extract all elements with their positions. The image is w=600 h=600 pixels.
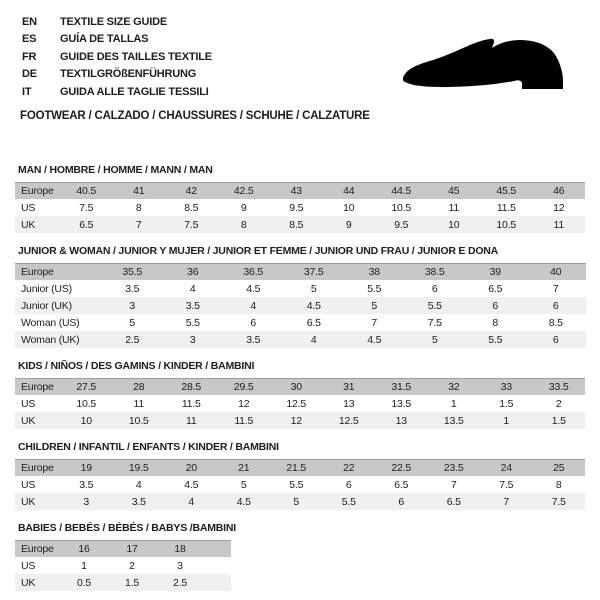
size-value-cell: 5.5 <box>341 495 356 508</box>
size-value-cell: 22 <box>343 462 355 474</box>
language-label: GUIDE DES TAILLES TEXTILE <box>60 50 212 63</box>
language-label: TEXTILGRÖßENFÜHRUNG <box>60 68 197 81</box>
size-value-cell: 6 <box>250 316 257 329</box>
language-code: ES <box>22 33 37 46</box>
size-value-cell: 5.5 <box>427 299 442 312</box>
size-value-cell: 12 <box>553 201 565 214</box>
size-table <box>15 182 585 233</box>
size-value-cell: 7 <box>371 316 378 329</box>
size-value-cell: 5 <box>240 478 247 491</box>
row-label-cell: UK <box>21 576 36 589</box>
row-label-cell: US <box>21 559 36 572</box>
size-value-cell: 32 <box>448 381 460 393</box>
size-value-cell: 6 <box>552 299 559 312</box>
size-value-cell: 4 <box>135 478 142 491</box>
size-value-cell: 3 <box>83 495 90 508</box>
size-value-cell: 31.5 <box>391 381 412 393</box>
size-value-cell: 29.5 <box>233 381 254 393</box>
category-line: FOOTWEAR / CALZADO / CHAUSSURES / SCHUHE / CALZATURE <box>20 110 370 122</box>
language-code: IT <box>22 85 32 98</box>
size-value-cell: 12.5 <box>286 397 307 410</box>
size-value-cell: 31 <box>343 381 355 393</box>
size-value-cell: 6 <box>345 478 352 491</box>
size-value-cell: 7.5 <box>551 495 566 508</box>
size-value-cell: 8 <box>555 478 562 491</box>
table-row <box>15 493 585 510</box>
language-row-en <box>22 13 212 31</box>
size-value-cell: 42.5 <box>233 185 254 197</box>
size-value-cell: 44.5 <box>391 185 412 197</box>
size-value-cell: 43 <box>290 185 302 197</box>
table-row <box>15 557 231 574</box>
size-table <box>15 540 231 591</box>
size-value-cell: 12 <box>290 414 302 427</box>
size-table <box>15 459 585 510</box>
size-value-cell: 11.5 <box>496 201 516 214</box>
size-value-cell: 8.5 <box>548 316 563 329</box>
size-table-section-junior-woman <box>15 245 585 348</box>
size-value-cell: 8 <box>492 316 499 329</box>
size-value-cell: 20 <box>185 462 197 474</box>
size-table-section-children <box>15 441 585 510</box>
size-value-cell: 3 <box>129 299 136 312</box>
size-value-cell: 12 <box>238 397 250 410</box>
size-value-cell: 13 <box>343 397 355 410</box>
size-value-cell: 6.5 <box>306 316 321 329</box>
row-label-cell: UK <box>21 218 36 231</box>
size-table-section-kids <box>15 360 585 429</box>
size-value-cell: 11 <box>448 201 459 214</box>
size-value-cell: 22.5 <box>391 462 412 474</box>
table-title: BABIES / BEBÉS / BÉBÉS / BABYS /BAMBINI <box>18 522 236 534</box>
size-value-cell: 33.5 <box>548 381 569 393</box>
size-value-cell: 42 <box>185 185 197 197</box>
size-value-cell: 4 <box>189 282 196 295</box>
table-title: KIDS / NIÑOS / DES GAMINS / KINDER / BAMBINI <box>18 360 255 372</box>
table-row <box>15 216 585 233</box>
size-value-cell: 8 <box>240 218 247 231</box>
size-value-cell: 18 <box>174 543 186 555</box>
size-value-cell: 46 <box>553 185 565 197</box>
size-value-cell: 7 <box>450 478 457 491</box>
table-row <box>15 297 586 314</box>
size-value-cell: 2 <box>555 397 562 410</box>
size-table <box>15 378 585 429</box>
size-table <box>15 263 586 348</box>
size-value-cell: 12.5 <box>338 414 359 427</box>
size-value-cell: 41 <box>133 185 145 197</box>
size-value-cell: 28 <box>133 381 145 393</box>
row-label-cell: Junior (UK) <box>21 299 72 312</box>
size-value-cell: 1.5 <box>125 576 139 589</box>
size-value-cell: 7.5 <box>427 316 442 329</box>
table-row <box>15 331 586 348</box>
size-value-cell: 3.5 <box>246 333 261 346</box>
size-value-cell: 6 <box>552 333 559 346</box>
table-title: MAN / HOMBRE / HOMME / MANN / MAN <box>18 164 213 176</box>
size-value-cell: 1 <box>450 397 457 410</box>
row-label-cell: Woman (UK) <box>21 333 80 346</box>
table-row <box>15 182 585 199</box>
size-value-cell: 0.5 <box>77 576 91 589</box>
row-label-cell: US <box>21 397 36 410</box>
size-value-cell: 10.5 <box>128 414 149 427</box>
dress-shoe-icon <box>400 36 570 94</box>
language-label: GUIDA ALLE TAGLIE TESSILI <box>60 85 209 98</box>
size-value-cell: 28.5 <box>181 381 202 393</box>
size-value-cell: 5 <box>293 495 300 508</box>
row-label-cell: Junior (US) <box>21 282 72 295</box>
size-value-cell: 2 <box>129 559 135 572</box>
size-value-cell: 3 <box>189 333 196 346</box>
size-value-cell: 6 <box>492 299 499 312</box>
row-label-cell: Woman (US) <box>21 316 80 329</box>
size-value-cell: 38 <box>368 266 380 278</box>
size-value-cell: 3 <box>177 559 183 572</box>
size-value-cell: 4.5 <box>184 478 199 491</box>
size-value-cell: 44 <box>343 185 355 197</box>
size-value-cell: 6.5 <box>79 218 94 231</box>
size-value-cell: 8.5 <box>184 201 199 214</box>
size-value-cell: 7 <box>503 495 510 508</box>
size-value-cell: 4.5 <box>246 282 261 295</box>
table-row <box>15 378 585 395</box>
size-value-cell: 3.5 <box>79 478 94 491</box>
size-value-cell: 8 <box>135 201 142 214</box>
size-value-cell: 4 <box>188 495 195 508</box>
table-row <box>15 476 585 493</box>
size-table-section-babies <box>15 522 585 591</box>
size-value-cell: 9 <box>345 218 352 231</box>
size-value-cell: 13 <box>395 414 407 427</box>
size-value-cell: 9 <box>240 201 247 214</box>
language-code: DE <box>22 68 37 81</box>
size-value-cell: 11.5 <box>234 414 254 427</box>
language-list <box>22 13 212 101</box>
table-row <box>15 540 231 557</box>
language-row-de <box>22 66 212 84</box>
size-value-cell: 6.5 <box>446 495 461 508</box>
size-value-cell: 30 <box>290 381 302 393</box>
size-value-cell: 19 <box>80 462 92 474</box>
size-value-cell: 19.5 <box>128 462 149 474</box>
table-row <box>15 412 585 429</box>
size-value-cell: 11.5 <box>181 397 201 410</box>
size-value-cell: 7.5 <box>79 201 94 214</box>
size-value-cell: 6 <box>431 282 438 295</box>
size-value-cell: 7.5 <box>499 478 514 491</box>
row-label-cell: Europe <box>21 462 54 474</box>
size-value-cell: 36.5 <box>243 266 264 278</box>
size-value-cell: 40.5 <box>76 185 97 197</box>
language-row-it <box>22 83 212 101</box>
size-value-cell: 4 <box>250 299 257 312</box>
size-value-cell: 9.5 <box>394 218 409 231</box>
size-value-cell: 13.5 <box>443 414 464 427</box>
table-row <box>15 574 231 591</box>
size-value-cell: 5 <box>310 282 317 295</box>
size-value-cell: 11 <box>186 414 197 427</box>
size-value-cell: 6.5 <box>488 282 503 295</box>
size-value-cell: 4.5 <box>236 495 251 508</box>
size-value-cell: 40 <box>550 266 562 278</box>
size-value-cell: 27.5 <box>76 381 97 393</box>
size-value-cell: 21 <box>238 462 250 474</box>
size-value-cell: 38.5 <box>424 266 445 278</box>
size-value-cell: 7 <box>135 218 142 231</box>
size-value-cell: 36 <box>187 266 199 278</box>
size-value-cell: 23.5 <box>443 462 464 474</box>
table-row <box>15 263 586 280</box>
language-label: TEXTILE SIZE GUIDE <box>60 15 168 28</box>
size-value-cell: 5.5 <box>185 316 200 329</box>
language-code: EN <box>22 15 37 28</box>
table-title: CHILDREN / INFANTIL / ENFANTS / KINDER / BAMBINI <box>18 441 279 453</box>
row-label-cell: US <box>21 478 36 491</box>
size-value-cell: 10 <box>80 414 92 427</box>
size-value-cell: 2.5 <box>173 576 187 589</box>
size-value-cell: 8.5 <box>289 218 304 231</box>
size-value-cell: 10.5 <box>496 218 517 231</box>
row-label-cell: Europe <box>21 381 54 393</box>
row-label-cell: UK <box>21 414 36 427</box>
row-label-cell: UK <box>21 495 36 508</box>
size-value-cell: 16 <box>78 543 90 555</box>
size-value-cell: 13.5 <box>391 397 412 410</box>
size-value-cell: 35.5 <box>122 266 143 278</box>
size-value-cell: 4.5 <box>306 299 321 312</box>
size-value-cell: 39 <box>489 266 501 278</box>
language-label: GUÍA DE TALLAS <box>60 33 149 46</box>
size-value-cell: 21.5 <box>286 462 307 474</box>
table-title: JUNIOR & WOMAN / JUNIOR Y MUJER / JUNIOR ET FEMME / JUNIOR UND FRAU / JUNIOR E DONA <box>18 245 499 257</box>
size-value-cell: 4.5 <box>367 333 382 346</box>
size-value-cell: 2.5 <box>125 333 140 346</box>
size-value-cell: 25 <box>553 462 565 474</box>
size-value-cell: 7 <box>552 282 559 295</box>
size-value-cell: 24 <box>500 462 512 474</box>
table-row <box>15 199 585 216</box>
language-row-fr <box>22 48 212 66</box>
size-table-section-man <box>15 164 585 233</box>
size-value-cell: 33 <box>500 381 512 393</box>
size-value-cell: 5.5 <box>367 282 382 295</box>
size-value-cell: 1 <box>81 559 87 572</box>
size-value-cell: 7.5 <box>184 218 199 231</box>
size-value-cell: 45.5 <box>496 185 517 197</box>
size-value-cell: 10.5 <box>76 397 97 410</box>
size-value-cell: 4 <box>310 333 317 346</box>
size-value-cell: 3.5 <box>131 495 146 508</box>
row-label-cell: Europe <box>21 266 54 278</box>
row-label-cell: Europe <box>21 543 54 555</box>
size-value-cell: 37.5 <box>303 266 324 278</box>
size-value-cell: 3.5 <box>185 299 200 312</box>
size-value-cell: 10 <box>343 201 355 214</box>
size-value-cell: 5 <box>371 299 378 312</box>
size-value-cell: 1.5 <box>551 414 566 427</box>
size-value-cell: 10 <box>448 218 460 231</box>
size-value-cell: 5.5 <box>488 333 503 346</box>
size-value-cell: 45 <box>448 185 460 197</box>
size-value-cell: 3.5 <box>125 282 140 295</box>
table-row <box>15 395 585 412</box>
size-value-cell: 1.5 <box>499 397 514 410</box>
table-row <box>15 459 585 476</box>
size-value-cell: 11 <box>553 218 564 231</box>
size-value-cell: 10.5 <box>391 201 412 214</box>
row-label-cell: Europe <box>21 185 54 197</box>
table-row <box>15 280 586 297</box>
size-tables <box>15 164 585 591</box>
table-row <box>15 314 586 331</box>
size-value-cell: 17 <box>126 543 138 555</box>
size-value-cell: 5.5 <box>289 478 304 491</box>
language-row-es <box>22 31 212 49</box>
size-value-cell: 11 <box>133 397 144 410</box>
language-code: FR <box>22 50 37 63</box>
size-value-cell: 6 <box>398 495 405 508</box>
size-value-cell: 5 <box>129 316 136 329</box>
size-value-cell: 6.5 <box>394 478 409 491</box>
size-value-cell: 1 <box>503 414 510 427</box>
size-value-cell: 5 <box>431 333 438 346</box>
size-value-cell: 9.5 <box>289 201 304 214</box>
row-label-cell: US <box>21 201 36 214</box>
